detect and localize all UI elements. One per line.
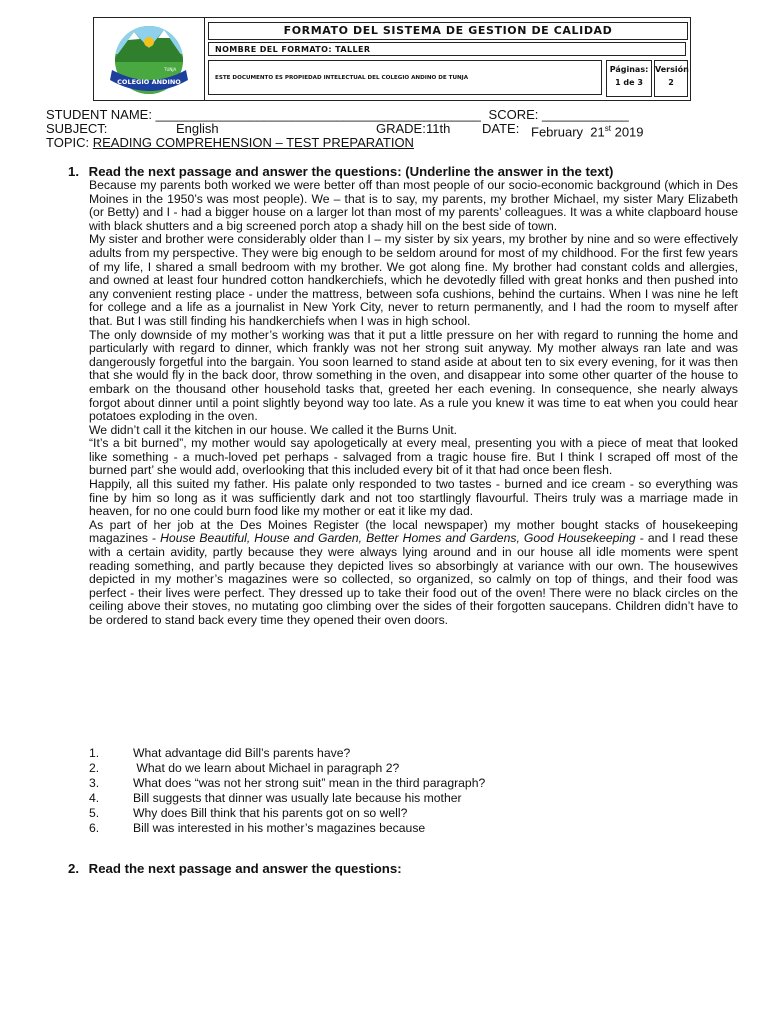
subject-value: English: [176, 121, 219, 136]
section-2-instruction: Read the next passage and answer the questions:: [88, 861, 402, 876]
topic-label: TOPIC:: [46, 135, 90, 150]
reading-passage: [89, 179, 738, 628]
question-text: Bill was interested in his mother’s magazines because: [133, 821, 426, 835]
question-number: 6.: [89, 821, 100, 835]
section-1-number: 1.: [68, 164, 79, 179]
p7-start: As part of her job at the Des Moines Register (the local newspaper) my mother bought stacks of housekeeping magazines -: [89, 517, 738, 546]
question-number: 4.: [89, 791, 100, 805]
pages-label: Páginas:: [609, 65, 649, 74]
logo-band-text: COLEGIO ANDINO: [117, 78, 181, 86]
passage-paragraph-1: Because my parents both worked we were better off than most people of our socio-economic background (which in Des Moines in the 1950’s was most people). We – that is to say, my parents, my brother Michael, my sister Mary Elizabeth (or Betty) and I - had a bigger house on a larger lot than most of my parents’ colleagues. It was a white clapboard house with black shutters and a big screened porch atop a shady hill on the best side of town.: [89, 178, 738, 233]
passage-paragraph-4: We didn’t call it the kitchen in our house. We called it the Burns Unit.: [89, 422, 458, 437]
question-number: 2.: [89, 761, 100, 775]
question-text: What does “was not her strong suit” mean in the third paragraph?: [133, 776, 486, 790]
topic-value: READING COMPREHENSION – TEST PREPARATION: [92, 135, 414, 150]
version-value: 2: [668, 78, 674, 87]
question-text: Bill suggests that dinner was usually late because his mother: [133, 791, 462, 805]
grade-value: 11th: [426, 121, 451, 136]
student-name-field[interactable]: _____________________________________________: [155, 107, 481, 122]
subject-label: SUBJECT:: [46, 121, 108, 136]
passage-paragraph-3: The only downside of my mother’s working was that it put a little pressure on her with regard to running the home and particularly with regard to dinner, which frankly was not her strong suit anyway. My mother always ran late and was dangerously forgetful into the bargain. You soon learned to stand aside at about ten to six every evening, for it was then that she would fly in the back door, throw something in the oven, and disappear into some other quarter of the house to embark on the thousand other household tasks that, greeted her each evening. In consequence, she nearly always forgot about dinner until a point slightly beyond way too late. As a rule you knew it was time to eat when you could hear potatoes exploding in the oven.: [89, 327, 738, 424]
school-logo-icon: [94, 18, 204, 100]
passage-paragraph-7: [89, 519, 738, 628]
document-header: [93, 17, 691, 101]
topic-row: [46, 136, 414, 150]
section-1-heading: [68, 164, 613, 179]
version-label: Versión: [655, 65, 689, 74]
question-item: [89, 821, 649, 836]
logo-cell: [94, 18, 205, 100]
date-day: 21: [590, 124, 605, 140]
question-list: [89, 746, 649, 836]
section-1-instruction: Read the next passage and answer the questions: (Underline the answer in the text): [88, 164, 614, 179]
question-text: What do we learn about Michael in paragraph 2?: [133, 761, 400, 775]
question-item: [89, 806, 649, 821]
date-value: [531, 122, 644, 139]
section-2-number: 2.: [68, 861, 79, 876]
pages-cell: [606, 60, 652, 97]
magazine-titles: House Beautiful, House and Garden, Better Homes and Gardens, Good Housekeeping: [160, 531, 636, 546]
date-month: February: [531, 124, 584, 140]
student-name-label: STUDENT NAME:: [46, 107, 152, 122]
format-name: NOMBRE DEL FORMATO: TALLER: [208, 42, 686, 56]
pages-value: 1 de 3: [615, 78, 643, 87]
logo-top-text: TUNJA: [164, 67, 177, 72]
question-item: [89, 776, 649, 791]
section-2-heading: [68, 861, 402, 876]
question-number: 3.: [89, 776, 100, 790]
version-cell: [654, 60, 688, 97]
passage-paragraph-6: Happily, all this suited my father. His palate only responded to two tastes - burned and ice cream - so everything was fine by him so long as it was sufficiently dark and not too startlingly flavourful. Theirs truly was a marriage made in heaven, for no one could burn food like my mother or eat it like my dad.: [89, 477, 738, 519]
date-label: DATE:: [482, 121, 520, 136]
date-year: 2019: [614, 124, 644, 140]
ownership-notice: ESTE DOCUMENTO ES PROPIEDAD INTELECTUAL DEL COLEGIO ANDINO DE TUNJA: [208, 60, 602, 95]
date-suffix: st: [604, 124, 611, 133]
grade-label: GRADE:: [376, 121, 426, 136]
question-text: Why does Bill think that his parents got on so well?: [133, 806, 408, 820]
question-item: [89, 761, 649, 776]
question-item: [89, 791, 649, 806]
question-number: 1.: [89, 746, 100, 760]
passage-paragraph-5: “It’s a bit burned”, my mother would say apologetically at every meal, presenting you with a piece of meat that looked like something - a much-loved pet perhaps - salvaged from a tragic house fire. But I think I scraped off most of the burned part’ she would add, overlooking that this included every bit of it that had once been flesh.: [89, 436, 738, 478]
question-item: [89, 746, 649, 761]
passage-paragraph-2: My sister and brother were considerably older than I – my sister by six years, my brother by nine and so were effectively adults from my perspective. They were big enough to be seldom around for most of my childhood. For the first few years of my life, I shared a small bedroom with my brother. We got along fine. My brother had constant colds and allergies, and owned at least four hundred cotton handkerchiefs, which he devotedly filled with great honks and then pushed into any convenient resting place - under the mattress, between sofa cushions, behind the curtains. When I was nine he left for college and a life as a journalist in New York City, never to return permanently, and I had the room to myself after that. But I was still finding his handkerchiefs when I was in high school.: [89, 232, 738, 328]
p7-end: - and I read these with a certain avidity, partly because they were always lying around and in our house all idle moments were spent reading something, and partly because they depicted lives so absorbingly at variance with our own. The housewives depicted in my mother’s magazines were so collected, so organized, so calmly on top of things, and their food was perfect - their lives were perfect. They dressed up to take their food out of the oven! There were no black circles on the ceiling above their stoves, no mutating goo climbing over the sides of their forgotten saucepans. Children didn’t have to be ordered to stand back every time they opened their oven doors.: [89, 531, 738, 627]
student-name-row: [46, 108, 629, 122]
score-label: SCORE:: [488, 107, 539, 122]
question-number: 5.: [89, 806, 100, 820]
system-title: FORMATO DEL SISTEMA DE GESTION DE CALIDAD: [208, 22, 688, 40]
score-field[interactable]: ____________: [542, 107, 629, 122]
subject-row: [46, 121, 746, 140]
question-text: What advantage did Bill’s parents have?: [133, 746, 351, 760]
